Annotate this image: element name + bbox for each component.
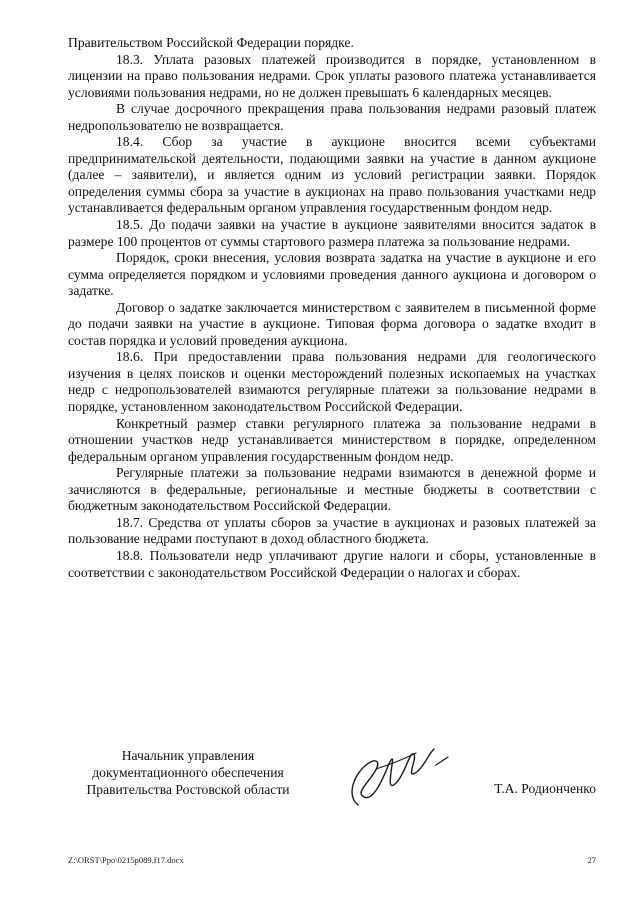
paragraph-18-3: 18.3. Уплата разовых платежей производится в порядке, установленном в лицензии на право пользования недрами. Срок уплаты разового платежа устанавливается условиями пользования недрами, но не должен превышать 6 календарных месяцев.: [68, 51, 596, 100]
signatory-name: Т.А. Родионченко: [494, 781, 596, 796]
paragraph-18-4: 18.4. Сбор за участие в аукционе вносится всеми субъектами предпринимательской деятельности, подающими заявки на участие в данном аукционе (далее – заявители), и является одним из условий регистрации заявки. Порядок определения суммы сбора за участие в аукционах на право пользования участками недр устанавливается федеральным органом управления государственным фондом недр.: [68, 134, 596, 216]
handwritten-signature: [336, 735, 456, 815]
position-line-3: Правительства Ростовской области: [86, 782, 290, 797]
signatory-position: [68, 747, 308, 798]
page-number: 27: [587, 855, 596, 865]
paragraph-regular-payments: Регулярные платежи за пользование недрами взимаются в денежной форме и зачисляются в федеральные, региональные и местные бюджеты в соответствии с бюджетным законодательством Российской Федерации.: [68, 465, 596, 514]
position-line-2: документационного обеспечения: [92, 765, 284, 780]
paragraph-deposit-procedure: Порядок, сроки внесения, условия возврата задатка на участие в аукционе и его сумма определяется порядком и условиями проведения данного аукциона и договором о задатке.: [68, 250, 596, 299]
paragraph-18-8: 18.8. Пользователи недр уплачивают другие налоги и сборы, установленные в соответствии с законодательством Российской Федерации о налогах и сборах.: [68, 547, 596, 580]
document-body: [68, 35, 596, 581]
paragraph-deposit-agreement: Договор о задатке заключается министерством с заявителем в письменной форме до подачи заявки на участие в аукционе. Типовая форма договора о задатке входит в состав порядка и условий проведения аукциона.: [68, 299, 596, 348]
paragraph-18-6: 18.6. При предоставлении права пользования недрами для геологического изучения в целях поисков и оценки месторождений полезных ископаемых на участках недр с недропользователей взимаются регулярные платежи за пользование недрами в порядке, установленном законодательством Российской Федерации.: [68, 349, 596, 415]
paragraph-18-7: 18.7. Средства от уплаты сборов за участие в аукционах и разовых платежей за пользование недрами поступают в доход областного бюджета.: [68, 514, 596, 547]
paragraph-regular-payment-rate: Конкретный размер ставки регулярного платежа за пользование недрами в отношении участков недр устанавливается министерством в порядке, определенном федеральным органом управления государственным фондом недр.: [68, 415, 596, 464]
signature-block: [68, 747, 596, 807]
paragraph-continuation: Правительством Российской Федерации порядке.: [68, 35, 354, 50]
position-line-1: Начальник управления: [121, 748, 255, 763]
paragraph-18-5: 18.5. До подачи заявки на участие в аукционе заявителями вносится задаток в размере 100 процентов от суммы стартового размера платежа за пользование недрами.: [68, 217, 596, 249]
footer-file-path: Z:\ORST\Ppo\0215p089.f17.docx: [68, 855, 184, 865]
paragraph-early-termination: В случае досрочного прекращения права пользования недрами разовый платеж недропользователю не возвращается.: [68, 101, 596, 133]
